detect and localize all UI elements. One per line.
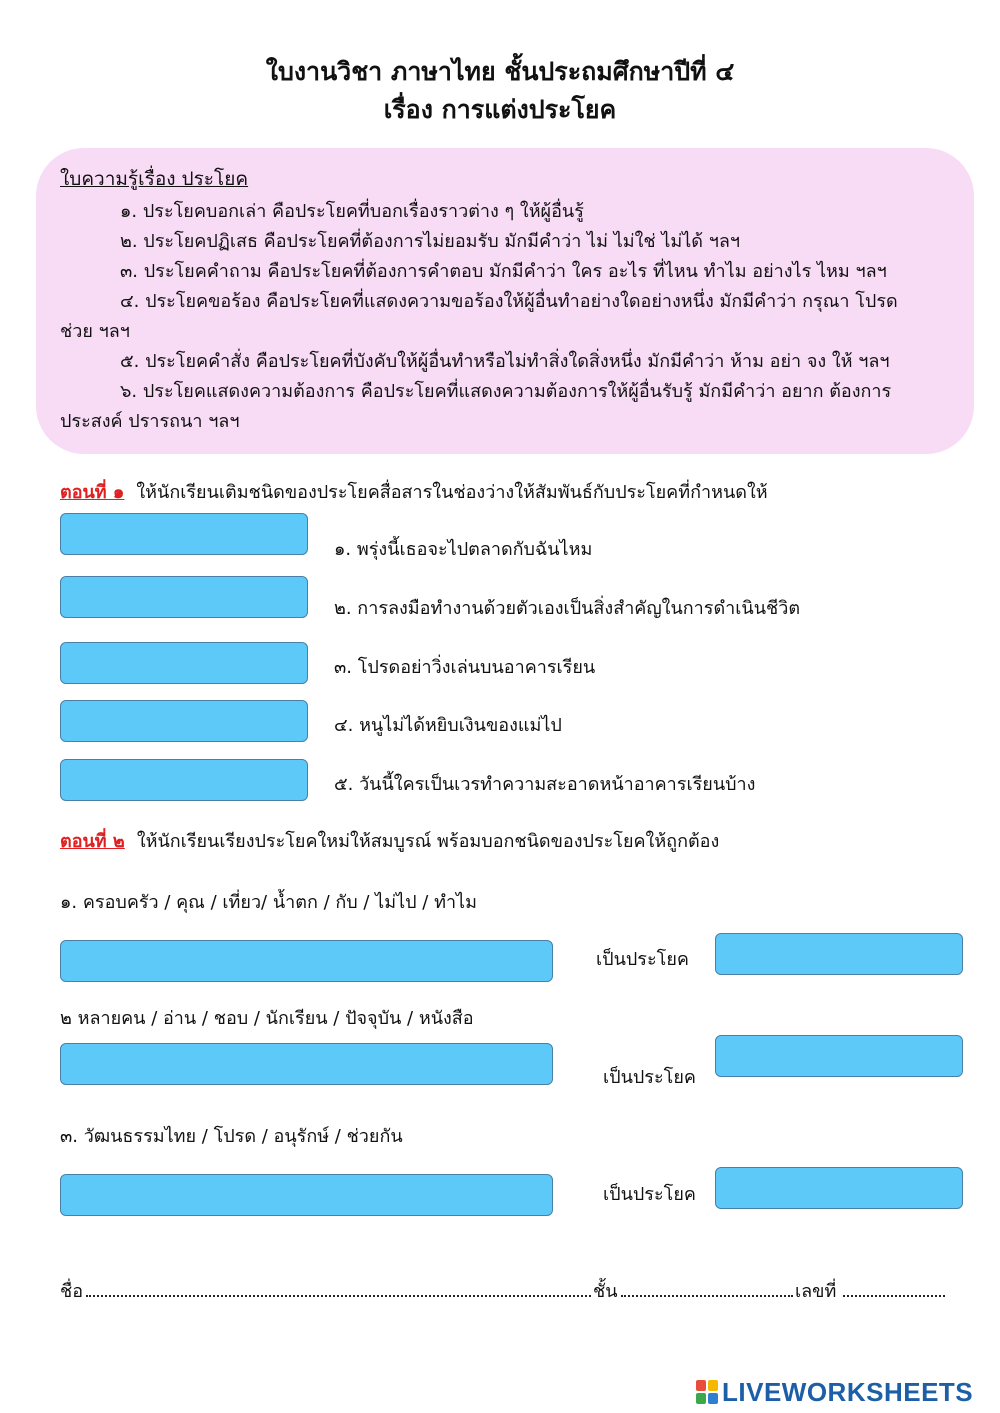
- liveworksheets-logo: [696, 1378, 973, 1406]
- part2-type-box-1[interactable]: [715, 933, 963, 975]
- knowledge-line: ประสงค์ ปรารถนา ฯลฯ: [60, 411, 240, 432]
- knowledge-line: ช่วย ฯลฯ: [60, 321, 130, 342]
- part1-sentence-3: ๓. โปรดอย่าวิ่งเล่นบนอาคารเรียน: [334, 657, 596, 678]
- part1-sentence-1: ๑. พรุ่งนี้เธอจะไปตลาดกับฉันไหม: [334, 539, 593, 560]
- part2-type-box-2[interactable]: [715, 1035, 963, 1077]
- knowledge-line: ๖. ประโยคแสดงความต้องการ คือประโยคที่แสดงความต้องการให้ผู้อื่นรับรู้ มักมีคำว่า อยาก ต้องการ: [120, 381, 892, 402]
- number-field-line[interactable]: [843, 1295, 945, 1297]
- part1-sentence-4: ๔. หนูไม่ได้หยิบเงินของแม่ไป: [334, 715, 562, 736]
- part2-sentence-box-1[interactable]: [60, 940, 553, 982]
- liveworksheets-logo-text: LIVEWORKSHEETS: [722, 1376, 974, 1407]
- number-label: เลขที่: [795, 1281, 837, 1302]
- part2-question-3: ๓. วัฒนธรรมไทย / โปรด / อนุรักษ์ / ช่วยกัน: [60, 1126, 403, 1147]
- knowledge-line: ๔. ประโยคขอร้อง คือประโยคที่แสดงความขอร้องให้ผู้อื่นทำอย่างใดอย่างหนึ่ง มักมีคำว่า กรุณา โปรด: [120, 291, 898, 312]
- part1-label: ตอนที่ ๑: [60, 482, 125, 503]
- name-label: ชื่อ: [60, 1281, 84, 1302]
- part1-answer-box-1[interactable]: [60, 513, 308, 555]
- knowledge-panel: [36, 148, 974, 454]
- part2-type-label-3: เป็นประโยค: [603, 1184, 696, 1205]
- worksheet-title: ใบงานวิชา ภาษาไทย ชั้นประถมศึกษาปีที่ ๔: [265, 57, 735, 86]
- part2-header: [60, 826, 719, 855]
- part1-answer-box-3[interactable]: [60, 642, 308, 684]
- part1-header: [60, 477, 768, 506]
- worksheet-subtitle: เรื่อง การแต่งประโยค: [383, 95, 617, 124]
- part1-answer-box-2[interactable]: [60, 576, 308, 618]
- knowledge-heading: ใบความรู้เรื่อง ประโยค: [60, 168, 249, 190]
- part2-sentence-box-2[interactable]: [60, 1043, 553, 1085]
- knowledge-line: ๕. ประโยคคำสั่ง คือประโยคที่บังคับให้ผู้อื่นทำหรือไม่ทำสิ่งใดสิ่งหนึ่ง มักมีคำว่า ห้าม อย่า จง ให้ ฯลฯ: [120, 351, 890, 372]
- part1-answer-box-5[interactable]: [60, 759, 308, 801]
- class-field-line[interactable]: [621, 1295, 793, 1297]
- part2-type-label-1: เป็นประโยค: [596, 949, 689, 970]
- part2-instruction: ให้นักเรียนเรียงประโยคใหม่ให้สมบูรณ์ พร้อมบอกชนิดของประโยคให้ถูกต้อง: [136, 831, 720, 852]
- knowledge-line: ๒. ประโยคปฏิเสธ คือประโยคที่ต้องการไม่ยอมรับ มักมีคำว่า ไม่ ไม่ใช่ ไม่ได้ ฯลฯ: [120, 231, 740, 252]
- knowledge-line: ๑. ประโยคบอกเล่า คือประโยคที่บอกเรื่องราวต่าง ๆ ให้ผู้อื่นรู้: [120, 201, 584, 222]
- part1-instruction: ให้นักเรียนเติมชนิดของประโยคสื่อสารในช่องว่างให้สัมพันธ์กับประโยคที่กำหนดให้: [136, 482, 768, 503]
- part2-label: ตอนที่ ๒: [60, 831, 125, 852]
- part1-answer-box-4[interactable]: [60, 700, 308, 742]
- part1-sentence-2: ๒. การลงมือทำงานด้วยตัวเองเป็นสิ่งสำคัญในการดำเนินชีวิต: [334, 598, 801, 619]
- class-label: ชั้น: [593, 1281, 618, 1302]
- part2-sentence-box-3[interactable]: [60, 1174, 553, 1216]
- name-field-line[interactable]: [86, 1295, 591, 1297]
- part2-type-label-2: เป็นประโยค: [603, 1067, 696, 1088]
- part2-question-2: ๒ หลายคน / อ่าน / ชอบ / นักเรียน / ปัจจุบัน / หนังสือ: [60, 1008, 474, 1029]
- knowledge-line: ๓. ประโยคคำถาม คือประโยคที่ต้องการคำตอบ มักมีคำว่า ใคร อะไร ที่ไหน ทำไม อย่างไร ไหม ฯลฯ: [120, 261, 887, 282]
- part2-question-1: ๑. ครอบครัว / คุณ / เที่ยว/ น้ำตก / กับ / ไม่ไป / ทำไม: [60, 892, 477, 913]
- part1-sentence-5: ๕. วันนี้ใครเป็นเวรทำความสะอาดหน้าอาคารเรียนบ้าง: [334, 774, 756, 795]
- liveworksheets-logo-icon: [696, 1380, 718, 1404]
- part2-type-box-3[interactable]: [715, 1167, 963, 1209]
